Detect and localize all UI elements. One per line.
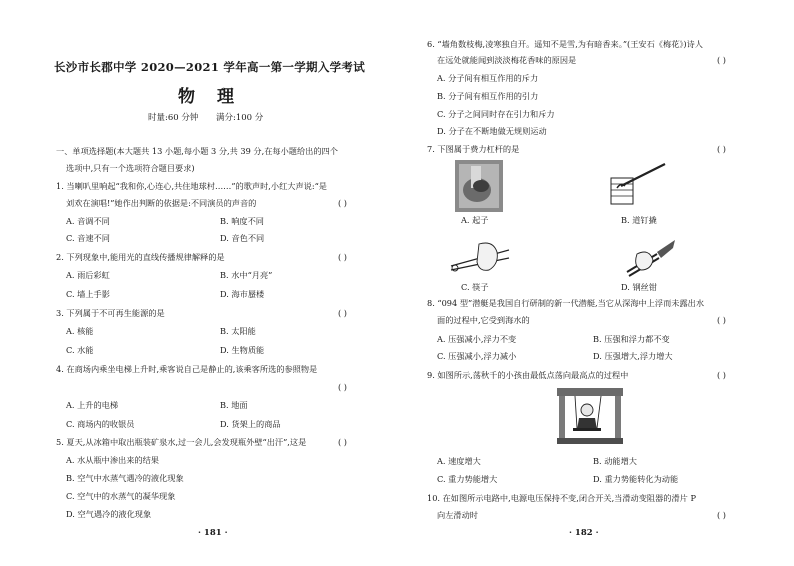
q6-option-c: C. 分子之间同时存在引力和斥力 (437, 109, 555, 119)
q9-line1: 9. 如图所示,荡秋千的小孩由最低点荡向最高点的过程中 (427, 370, 629, 380)
q1-line1: 1. 当喇叭里响起“我和你,心连心,共住地球村……”的歌声时,小红大声说:“是 (56, 181, 327, 191)
q6-line1: 6. “墙角数枝梅,凌寒独自开。遥知不是雪,为有暗香来。”(王安石《梅花》)诗人 (427, 39, 703, 49)
q8-answer-blank: ( ) (717, 315, 726, 325)
q10-answer-blank: ( ) (717, 510, 726, 520)
exam-title: 长沙市长郡中学 2020—2021 学年高一第一学期入学考试 (54, 60, 366, 74)
q4-answer-blank: ( ) (338, 382, 347, 392)
q5-answer-blank: ( ) (338, 437, 347, 447)
pliers-figure (623, 234, 679, 278)
q6-option-d: D. 分子在不断地做无规则运动 (437, 126, 547, 136)
q3-option-a: A. 核能 (66, 326, 94, 336)
q3-answer-blank: ( ) (338, 308, 347, 318)
q3-option-b: B. 太阳能 (220, 326, 256, 336)
q2-answer-blank: ( ) (338, 252, 347, 262)
nail-puller-figure (607, 160, 669, 208)
exam-time: 时量:60 分钟 (148, 113, 199, 123)
q2-option-a: A. 雨后彩虹 (66, 270, 110, 280)
q7-caption-c: C. 筷子 (461, 282, 489, 292)
subject-title: 物理 (178, 87, 256, 107)
page-number-left: · 181 · (198, 528, 228, 538)
q5-option-c: C. 空气中的水蒸气的凝华现象 (66, 491, 176, 501)
section-heading-line1: 一、单项选择题(本大题共 13 小题,每小题 3 分,共 39 分,在每小题给出的四个 (56, 146, 338, 156)
q6-line2: 在远处就能闻到淡淡梅花香味的原因是 (437, 55, 577, 65)
q8-line2: 面的过程中,它受到海水的 (437, 315, 530, 325)
q1-option-d: D. 音色不同 (220, 233, 265, 243)
q4-option-a: A. 上升的电梯 (66, 400, 119, 410)
q2-option-c: C. 墙上手影 (66, 289, 110, 299)
q5-option-a: A. 水从瓶中渗出来的结果 (66, 455, 159, 465)
chopsticks-figure (449, 236, 511, 278)
q7-line1: 7. 下图属于费力杠杆的是 (427, 144, 520, 154)
q5-option-d: D. 空气遇冷的液化现象 (66, 509, 152, 519)
q4-option-b: B. 地面 (220, 400, 248, 410)
q9-answer-blank: ( ) (717, 370, 726, 380)
q6-answer-blank: ( ) (717, 55, 726, 65)
q10-line1: 10. 在如图所示电路中,电源电压保持不变,闭合开关,当滑动变阻器的滑片 P (427, 493, 696, 503)
q5-line1: 5. 夏天,从冰箱中取出瓶装矿泉水,过一会儿,会发现瓶外壁“出汗”,这是 (56, 437, 307, 447)
q3-option-d: D. 生物质能 (220, 345, 265, 355)
q8-option-c: C. 压强减小,浮力减小 (437, 351, 517, 361)
q8-option-b: B. 压强和浮力都不变 (593, 334, 670, 344)
q4-line1: 4. 在商场内乘坐电梯上升时,乘客说自己是静止的,该乘客所选的参照物是 (56, 364, 318, 374)
q3-line1: 3. 下列属于不可再生能源的是 (56, 308, 165, 318)
q9-option-b: B. 动能增大 (593, 456, 637, 466)
swing-figure (557, 388, 623, 444)
bottle-opener-figure (455, 160, 503, 212)
q1-line2: 刘欢在演唱!”她作出判断的依据是:不同演员的声音的 (66, 198, 257, 208)
q5-option-b: B. 空气中水蒸气遇冷的液化现象 (66, 473, 184, 483)
q1-option-a: A. 音调不同 (66, 216, 110, 226)
q8-option-a: A. 压强减小,浮力不变 (437, 334, 517, 344)
q8-option-d: D. 压强增大,浮力增大 (593, 351, 673, 361)
q9-option-c: C. 重力势能增大 (437, 474, 498, 484)
q8-line1: 8. “094 型”潜艇是我国自行研制的新一代潜艇,当它从深海中上浮而未露出水 (427, 298, 705, 308)
q7-answer-blank: ( ) (717, 144, 726, 154)
exam-score: 满分:100 分 (216, 113, 264, 123)
q9-option-d: D. 重力势能转化为动能 (593, 474, 679, 484)
q3-option-c: C. 水能 (66, 345, 94, 355)
q2-option-d: D. 海市蜃楼 (220, 289, 265, 299)
q7-caption-d: D. 钢丝钳 (621, 282, 658, 292)
q1-option-c: C. 音速不同 (66, 233, 110, 243)
q7-caption-b: B. 道钉撬 (621, 215, 657, 225)
q1-answer-blank: ( ) (338, 198, 347, 208)
q4-option-d: D. 货架上的商品 (220, 419, 281, 429)
q10-line2: 向左滑动时 (437, 510, 478, 520)
q6-option-a: A. 分子间有相互作用的斥力 (437, 73, 539, 83)
section-heading-line2: 选项中,只有一个选项符合题目要求) (66, 163, 195, 173)
q6-option-b: B. 分子间有相互作用的引力 (437, 91, 539, 101)
page-number-right: · 182 · (569, 528, 599, 538)
q9-option-a: A. 速度增大 (437, 456, 481, 466)
q4-option-c: C. 商场内的收银员 (66, 419, 135, 429)
q1-option-b: B. 响度不同 (220, 216, 264, 226)
q2-line1: 2. 下列现象中,能用光的直线传播规律解释的是 (56, 252, 225, 262)
right-page (397, 0, 794, 566)
q2-option-b: B. 水中“月亮” (220, 270, 273, 280)
q7-caption-a: A. 起子 (461, 215, 489, 225)
